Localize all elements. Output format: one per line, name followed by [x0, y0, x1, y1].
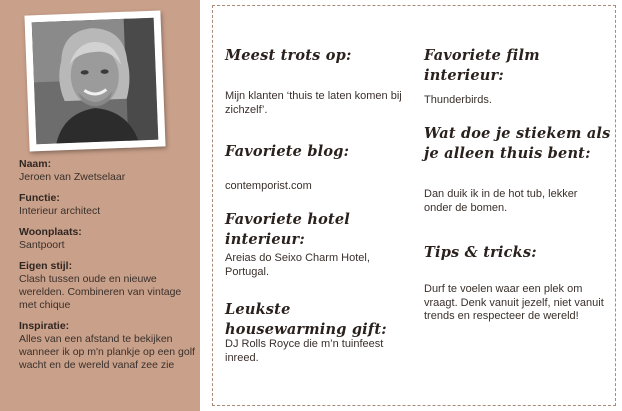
question-film: Favoriete film interieur: — [424, 47, 540, 84]
answer-housewarming: DJ Rolls Royce die m’n tuinfeest inreed. — [225, 338, 384, 364]
question-hotel: Favoriete hotel interieur: — [225, 211, 350, 248]
question-secret: Wat doe je stiekem als je alleen thuis bent: — [424, 125, 611, 162]
fact-label: Naam: — [19, 158, 52, 170]
answer-proudest: Mijn klanten ‘thuis te laten komen bij zichzelf’. — [225, 90, 402, 116]
fact-value: Interieur architect — [19, 205, 101, 217]
fact-residence — [19, 226, 197, 252]
fact-label: Eigen stijl: — [19, 260, 73, 272]
fact-label: Woonplaats: — [19, 226, 82, 238]
answer-film: Thunderbirds. — [424, 94, 492, 106]
portrait-illustration — [32, 18, 159, 145]
answer-tips: Durf te voelen waar een plek om vraagt. Denk vanuit jezelf, niet vanuit trends en respecteer de wereld! — [424, 283, 604, 322]
qa-card — [212, 5, 616, 406]
fact-name — [19, 158, 197, 184]
fact-style — [19, 260, 197, 312]
fact-function — [19, 192, 197, 218]
fact-value: Jeroen van Zwetselaar — [19, 171, 126, 183]
answer-secret: Dan duik ik in de hot tub, lekker onder de bomen. — [424, 188, 578, 214]
profile-facts — [19, 158, 197, 380]
question-housewarming: Leukste housewarming gift: — [225, 301, 387, 338]
fact-value: Clash tussen oude en nieuwe werelden. Combineren van vintage met chique — [19, 273, 182, 311]
fact-value: Santpoort — [19, 239, 65, 251]
fact-label: Inspiratie: — [19, 320, 70, 332]
fact-label: Functie: — [19, 192, 60, 204]
fact-value: Alles van een afstand te bekijken wanneer ik op m'n plankje op een golf wacht en de wereld vanaf zee zie — [19, 333, 195, 371]
fact-inspiration — [19, 320, 197, 372]
answer-blog: contemporist.com — [225, 180, 312, 192]
answer-hotel: Areias do Seixo Charm Hotel, Portugal. — [225, 252, 370, 278]
question-proudest: Meest trots op: — [225, 47, 352, 64]
question-blog: Favoriete blog: — [225, 143, 350, 160]
portrait-photo — [32, 18, 159, 145]
question-tips: Tips & tricks: — [424, 244, 537, 261]
polaroid-frame — [24, 10, 165, 151]
profile-sidebar — [0, 0, 200, 411]
